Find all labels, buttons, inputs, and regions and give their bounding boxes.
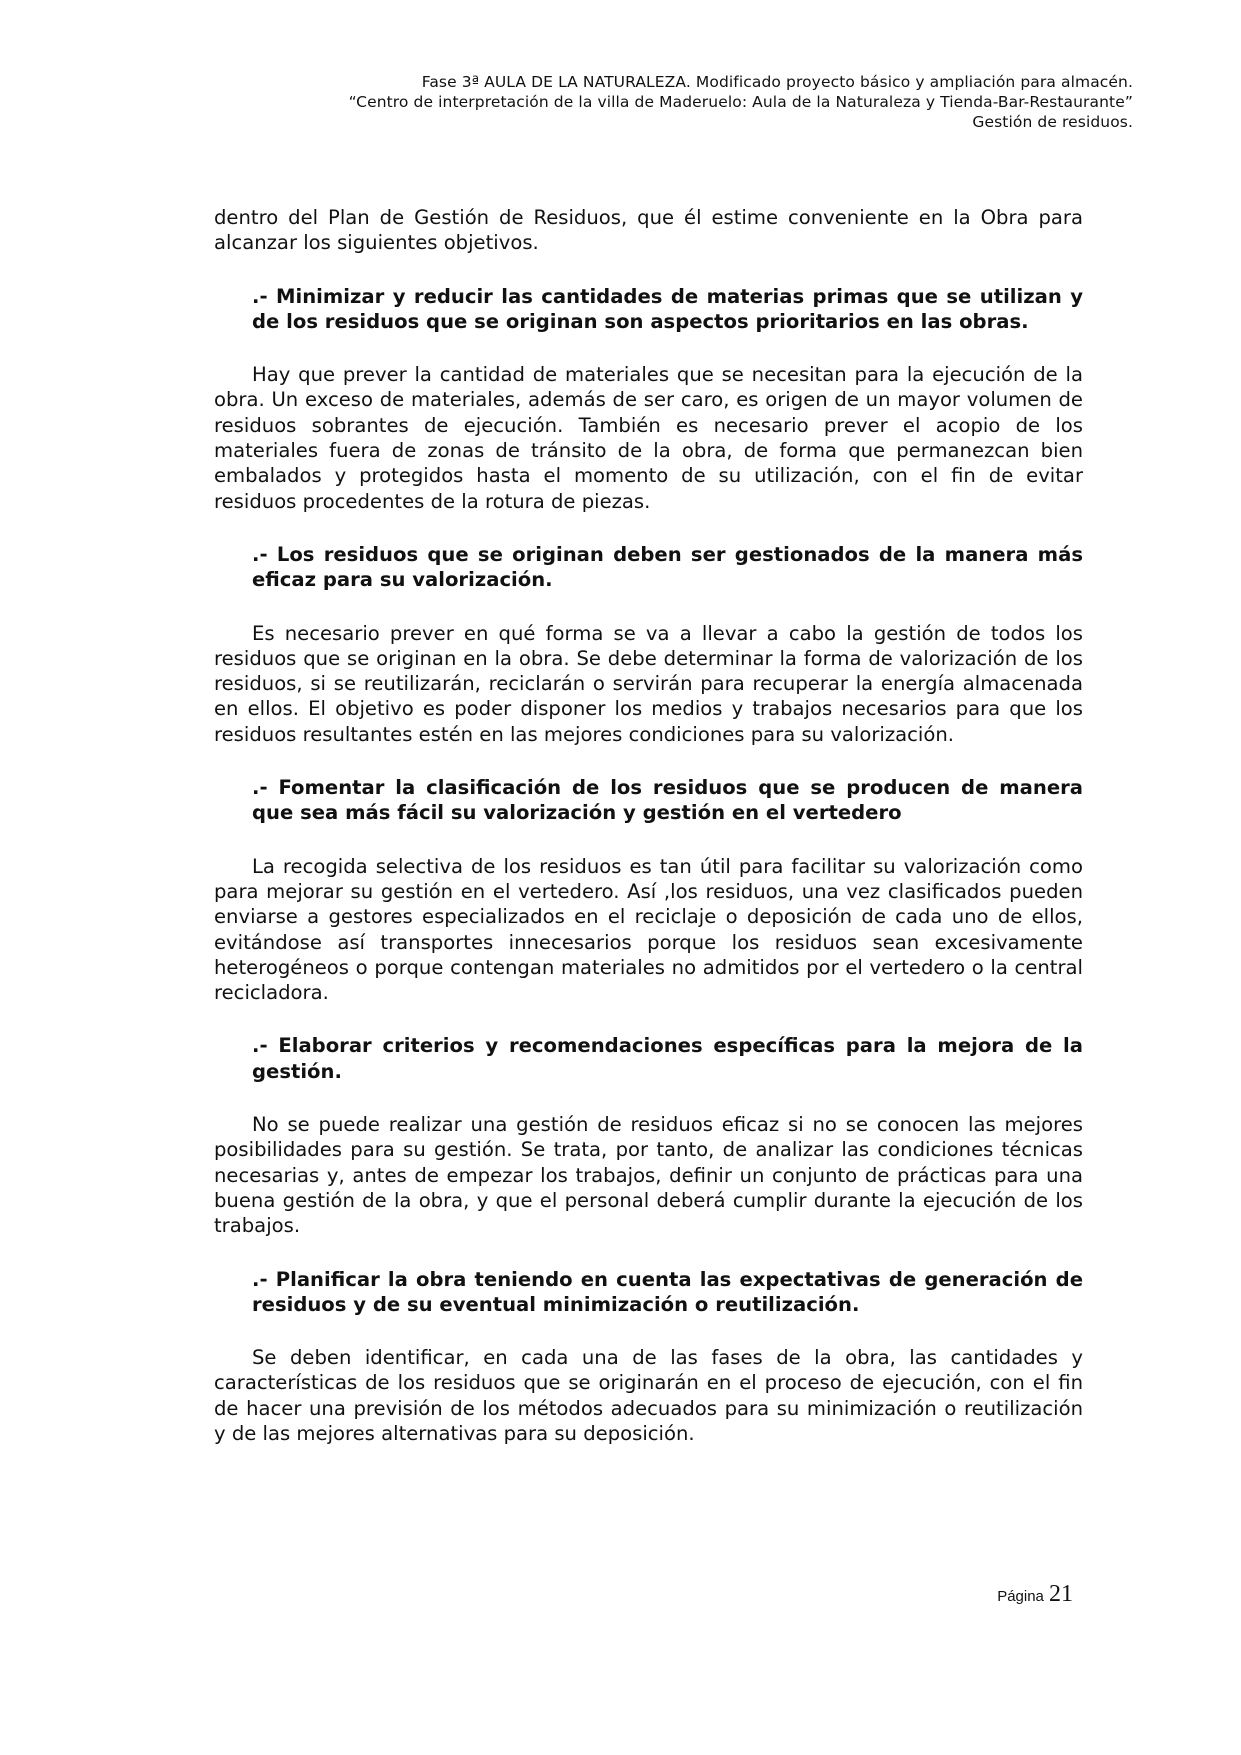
header-project-title: “Centro de interpretación de la villa de Maderuelo: Aula de la Naturaleza y Tienda-Bar-Restaurante” [348,93,1133,111]
intro-paragraph: dentro del Plan de Gestión de Residuos, que él estime conveniente en la Obra para alcanzar los siguientes objetivos. [214,206,1083,255]
objective-heading: .- Fomentar la clasificación de los residuos que se producen de manera que sea más fácil su valorización y gestión en el vertedero [252,776,1083,825]
objective-heading: .- Elaborar criterios y recomendaciones específicas para la mejora de la gestión. [252,1034,1083,1083]
objective-paragraph: Hay que prever la cantidad de materiales que se necesitan para la ejecución de la obra. Un exceso de materiales, además de ser caro, es origen de un mayor volumen de residuos sobrantes de ejecución. También es necesario prever el acopio de los materiales fuera de zonas de tránsito de la obra, de forma que permanezcan bien embalados y protegidos hasta el momento de su utilización, con el fin de evitar residuos procedentes de la rotura de piezas. [214,363,1083,513]
objective-paragraph: Es necesario prever en qué forma se va a llevar a cabo la gestión de todos los residuos que se originan en la obra. Se debe determinar la forma de valorización de los residuos, si se reutilizarán, reciclarán o servirán para recuperar la energía almacenada en ellos. El objetivo es poder disponer los medios y trabajos necesarios para que los residuos resultantes estén en las mejores condiciones para su valorización. [214,621,1083,746]
objective-paragraph: La recogida selectiva de los residuos es tan útil para facilitar su valorización como para mejorar su gestión en el vertedero. Así ,los residuos, una vez clasificados pueden enviarse a gestores especializados en el reciclaje o deposición de cada uno de ellos, evitándose así transportes innecesarios porque los residuos sean excesivamente heterogéneos o porque contengan materiales no admitidos por el vertedero o la central recicladora. [214,854,1083,1005]
page-label: Página [997,1588,1044,1605]
objective-paragraph: Se deben identificar, en cada una de las fases de la obra, las cantidades y características de los residuos que se originarán en el proceso de ejecución, con el fin de hacer una previsión de los métodos adecuados para su minimización o reutilización y de las mejores alternativas para su deposición. [214,1346,1083,1445]
page-footer [997,1581,1073,1608]
objective-heading: .- Minimizar y reducir las cantidades de materias primas que se utilizan y de los residuos que se originan son aspectos prioritarios en las obras. [252,284,1083,333]
page-number: 21 [1049,1581,1073,1607]
objective-heading: .- Planificar la obra teniendo en cuenta las expectativas de generación de residuos y de su eventual minimización o reutilización. [252,1267,1083,1316]
header-section-title: Gestión de residuos. [972,113,1133,131]
objective-heading: .- Los residuos que se originan deben ser gestionados de la manera más eficaz para su valorización. [252,542,1083,592]
objective-paragraph: No se puede realizar una gestión de residuos eficaz si no se conocen las mejores posibilidades para su gestión. Se trata, por tanto, de analizar las condiciones técnicas necesarias y, antes de empezar los trabajos, definir un conjunto de prácticas para una buena gestión de la obra, y que el personal deberá cumplir durante la ejecución de los trabajos. [214,1113,1083,1238]
header-project-phase: Fase 3ª AULA DE LA NATURALEZA. Modificado proyecto básico y ampliación para almacén. [421,73,1133,91]
page-header [153,72,1133,132]
document-body [214,205,1083,1446]
